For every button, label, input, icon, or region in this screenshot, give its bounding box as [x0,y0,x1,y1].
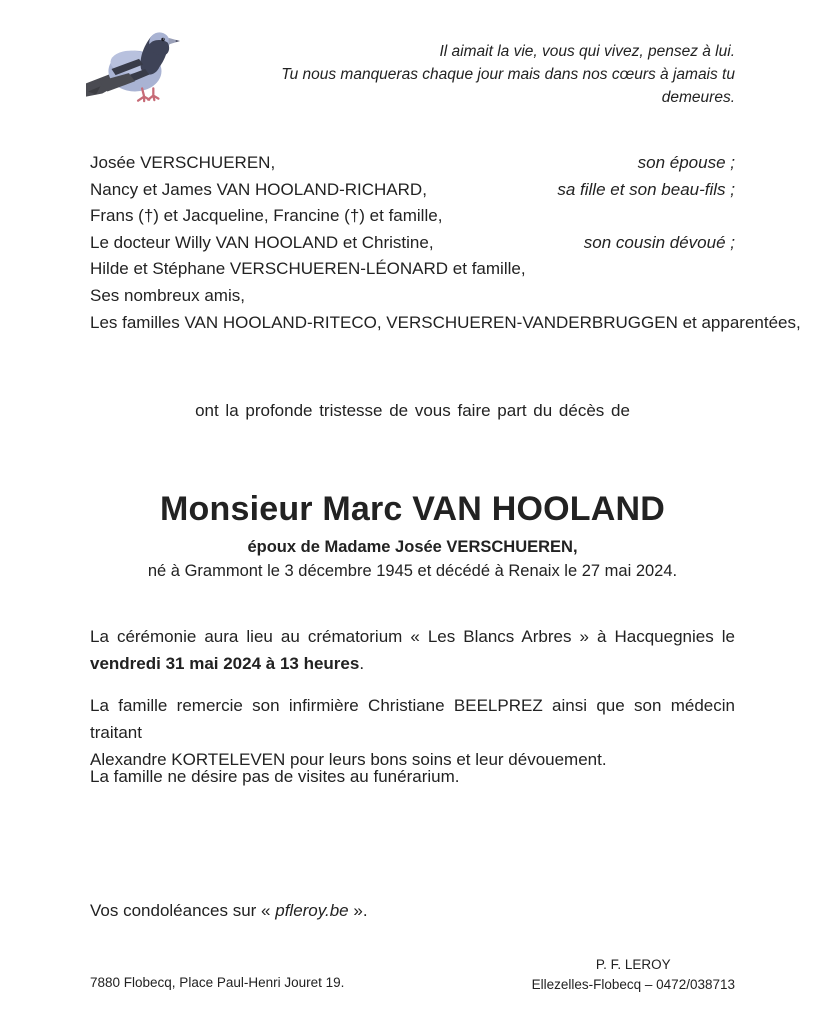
condolences-line [90,897,735,924]
family-member: Hilde et Stéphane VERSCHUEREN-LÉONARD et famille, [90,259,526,279]
ceremony-date-bold: vendredi 31 mai 2024 à 13 heures [90,654,360,673]
epitaph [240,40,735,109]
family-row [90,230,735,257]
website-name: pfleroy.be [275,901,349,920]
ceremony-paragraph [90,623,735,677]
family-row [90,256,735,283]
condolences-text: Vos condoléances sur « [90,901,276,920]
birth-death-line: né à Grammont le 3 décembre 1945 et décédé à Renaix le 27 mai 2024. [147,562,678,580]
footer-address: 7880 Flobecq, Place Paul-Henri Jouret 19. [90,975,345,990]
funeral-home-contact: Ellezelles-Flobecq – 0472/038713 [531,977,735,992]
family-row [90,283,735,310]
family-member: Josée VERSCHUEREN, [90,153,276,172]
spouse-line: époux de Madame Josée VERSCHUEREN, [247,538,578,556]
family-row [90,150,735,177]
announcement-line: ont la profonde tristesse de vous faire part du décès de [195,401,630,420]
pigeon-icon [86,30,188,104]
ceremony-period: . [359,654,365,673]
thanks-line-2: Alexandre KORTELEVEN pour leurs bons soins et leur dévouement. [90,750,607,769]
family-list [90,150,801,336]
family-relation: sa fille et son beau-fils ; [557,179,735,199]
deceased-block [40,488,785,582]
epitaph-line-1: Il aimait la vie, vous qui vivez, pensez à lui. [439,43,735,60]
family-relation: son cousin dévoué ; [583,232,735,252]
thanks-line-1: La famille remercie son infirmière Christiane BEELPREZ ainsi que son médecin traitant [90,696,735,742]
condolences-closing: ». [348,901,368,920]
family-relation: son épouse ; [637,153,735,172]
no-visits-line: La famille ne désire pas de visites au funérarium. [90,767,460,786]
funeral-home-name: P. F. LEROY [595,957,671,972]
thanks-paragraph [90,692,735,773]
family-member: Frans (†) et Jacqueline, Francine (†) et famille, [90,206,443,226]
family-row [90,203,735,230]
deceased-name: Monsieur Marc VAN HOOLAND [160,490,665,528]
family-row [90,310,801,337]
family-member: Le docteur Willy VAN HOOLAND et Christine, [90,232,434,252]
family-member: Les familles VAN HOOLAND-RITECO, VERSCHUEREN-VANDERBRUGGEN et apparentées, [90,312,801,332]
epitaph-line-2: Tu nous manqueras chaque jour mais dans nos cœurs à jamais tu demeures. [281,66,735,106]
family-member: Nancy et James VAN HOOLAND-RICHARD, [90,179,427,199]
family-row [90,177,735,204]
funeral-home-block [532,955,735,995]
family-member: Ses nombreux amis, [90,285,245,305]
ceremony-line-1: La cérémonie aura lieu au crématorium « Les Blancs Arbres » à Hacquegnies le [90,627,735,646]
